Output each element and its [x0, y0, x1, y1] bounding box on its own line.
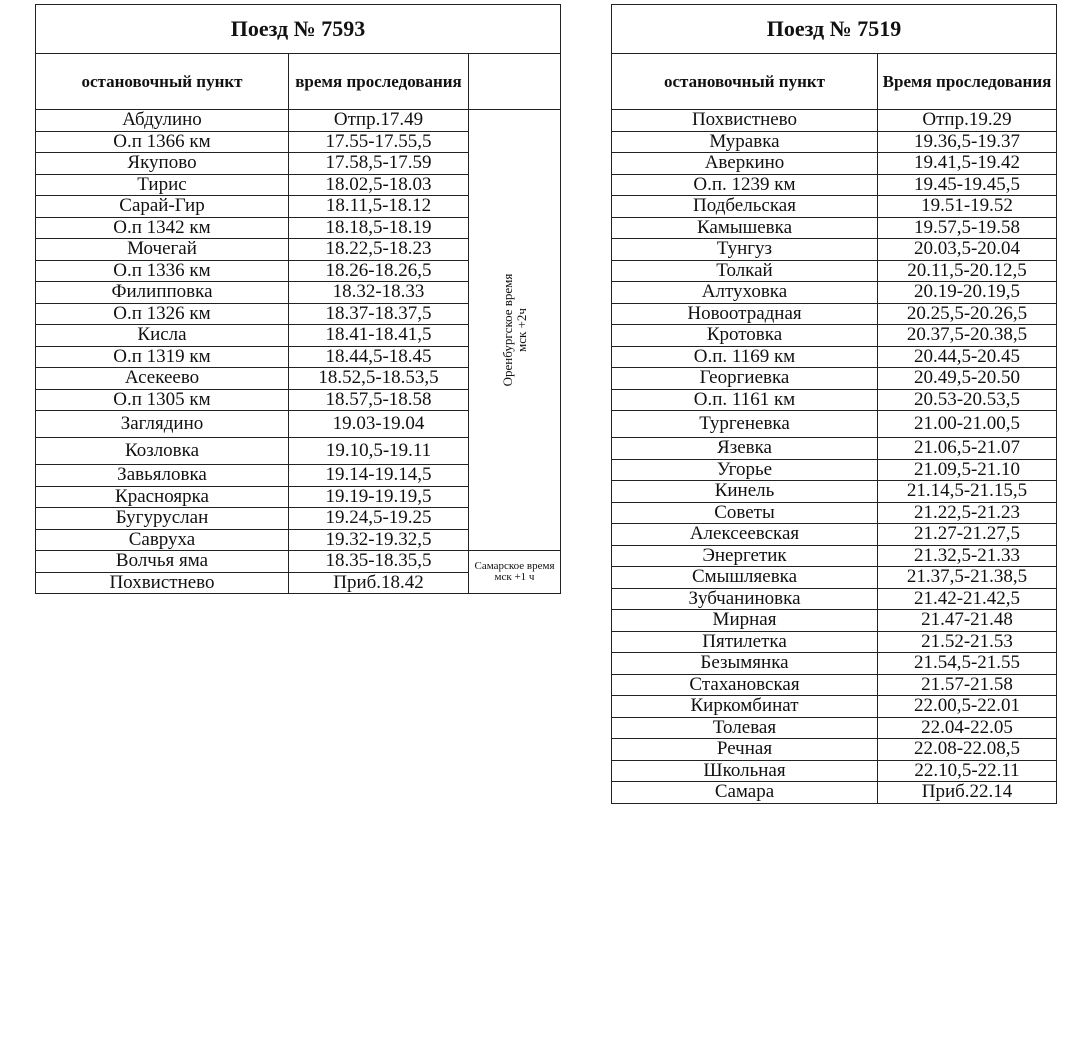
- departure-time: 19.03-19.04: [289, 411, 469, 438]
- departure-time: 18.11,5-18.12: [289, 196, 469, 218]
- station-name: Завьяловка: [36, 465, 289, 487]
- departure-time: 19.57,5-19.58: [878, 217, 1057, 239]
- station-name: Энергетик: [612, 545, 878, 567]
- departure-time: 20.19-20.19,5: [878, 282, 1057, 304]
- departure-time: 20.11,5-20.12,5: [878, 260, 1057, 282]
- departure-time: 19.45-19.45,5: [878, 174, 1057, 196]
- station-name: Угорье: [612, 459, 878, 481]
- table-row: [612, 481, 1057, 503]
- station-name: Камышевка: [612, 217, 878, 239]
- departure-time: 21.22,5-21.23: [878, 502, 1057, 524]
- departure-time: 22.00,5-22.01: [878, 696, 1057, 718]
- departure-time: Отпр.19.29: [878, 110, 1057, 132]
- table-row: [612, 368, 1057, 390]
- departure-time: 20.53-20.53,5: [878, 389, 1057, 411]
- table-row: [612, 110, 1057, 132]
- departure-time: 20.25,5-20.26,5: [878, 303, 1057, 325]
- table-row: [612, 389, 1057, 411]
- table-row: [612, 174, 1057, 196]
- station-name: Смышляевка: [612, 567, 878, 589]
- departure-time: 21.52-21.53: [878, 631, 1057, 653]
- table-row: [612, 717, 1057, 739]
- table-row: [612, 239, 1057, 261]
- table-row: [612, 303, 1057, 325]
- departure-time: 21.09,5-21.10: [878, 459, 1057, 481]
- departure-time: 19.10,5-19.11: [289, 438, 469, 465]
- station-name: Асекеево: [36, 368, 289, 390]
- departure-time: 19.19-19.19,5: [289, 486, 469, 508]
- departure-time: 21.14,5-21.15,5: [878, 481, 1057, 503]
- station-name: Стахановская: [612, 674, 878, 696]
- table-row: [612, 153, 1057, 175]
- table-row: [36, 110, 561, 132]
- column-header-station: остановочный пункт: [36, 54, 289, 110]
- departure-time: 19.41,5-19.42: [878, 153, 1057, 175]
- station-name: Толкай: [612, 260, 878, 282]
- departure-time: 21.00-21.00,5: [878, 411, 1057, 438]
- station-name: Язевка: [612, 438, 878, 460]
- table-row: [612, 459, 1057, 481]
- station-name: Кинель: [612, 481, 878, 503]
- timezone-note-orenburg-text: Оренбургское время мск +2ч: [499, 273, 529, 387]
- column-header-time: время проследования: [289, 54, 469, 110]
- station-name: О.п 1305 км: [36, 389, 289, 411]
- departure-time: 20.49,5-20.50: [878, 368, 1057, 390]
- table-row: [612, 567, 1057, 589]
- table-row: [612, 282, 1057, 304]
- departure-time: 19.14-19.14,5: [289, 465, 469, 487]
- departure-time: 17.58,5-17.59: [289, 153, 469, 175]
- table-row: [612, 653, 1057, 675]
- table-row: [612, 524, 1057, 546]
- station-name: Безымянка: [612, 653, 878, 675]
- table-row: [612, 196, 1057, 218]
- table-row: [612, 131, 1057, 153]
- departure-time: 20.44,5-20.45: [878, 346, 1057, 368]
- station-name: Муравка: [612, 131, 878, 153]
- station-name: Похвистнево: [36, 572, 289, 594]
- departure-time: Отпр.17.49: [289, 110, 469, 132]
- departure-time: 19.51-19.52: [878, 196, 1057, 218]
- station-name: Советы: [612, 502, 878, 524]
- station-name: Филипповка: [36, 282, 289, 304]
- departure-time: 18.32-18.33: [289, 282, 469, 304]
- departure-time: 18.02,5-18.03: [289, 174, 469, 196]
- station-name: Сарай-Гир: [36, 196, 289, 218]
- column-header-time: Время проследования: [878, 54, 1057, 110]
- departure-time: Приб.22.14: [878, 782, 1057, 804]
- departure-time: 21.06,5-21.07: [878, 438, 1057, 460]
- station-name: О.п. 1169 км: [612, 346, 878, 368]
- station-name: Киркомбинат: [612, 696, 878, 718]
- column-header-station: остановочный пункт: [612, 54, 878, 110]
- station-name: Школьная: [612, 760, 878, 782]
- table-row: [612, 217, 1057, 239]
- table-row: [612, 674, 1057, 696]
- station-name: Тургеневка: [612, 411, 878, 438]
- departure-time: 18.22,5-18.23: [289, 239, 469, 261]
- departure-time: 22.04-22.05: [878, 717, 1057, 739]
- departure-time: 19.24,5-19.25: [289, 508, 469, 530]
- station-name: О.п 1336 км: [36, 260, 289, 282]
- station-name: Алтуховка: [612, 282, 878, 304]
- column-header-blank: [469, 54, 561, 110]
- station-name: Аверкино: [612, 153, 878, 175]
- table-row: [612, 438, 1057, 460]
- station-name: Кисла: [36, 325, 289, 347]
- departure-time: 17.55-17.55,5: [289, 131, 469, 153]
- departure-time: 18.41-18.41,5: [289, 325, 469, 347]
- departure-time: 19.32-19.32,5: [289, 529, 469, 551]
- timezone-note-samara: Самарское время мск +1 ч: [469, 551, 561, 594]
- station-name: Самара: [612, 782, 878, 804]
- table-row: [612, 588, 1057, 610]
- table-row: [612, 782, 1057, 804]
- train-7593-title: Поезд № 7593: [36, 5, 561, 54]
- station-name: Речная: [612, 739, 878, 761]
- station-name: Якупово: [36, 153, 289, 175]
- departure-time: 18.26-18.26,5: [289, 260, 469, 282]
- station-name: Пятилетка: [612, 631, 878, 653]
- station-name: Кротовка: [612, 325, 878, 347]
- table-row: [612, 346, 1057, 368]
- train-7519-title: Поезд № 7519: [612, 5, 1057, 54]
- departure-time: 21.57-21.58: [878, 674, 1057, 696]
- station-name: О.п. 1161 км: [612, 389, 878, 411]
- station-name: О.п. 1239 км: [612, 174, 878, 196]
- table-row: [612, 610, 1057, 632]
- station-name: Савруха: [36, 529, 289, 551]
- table-row: [36, 551, 561, 573]
- departure-time: 18.52,5-18.53,5: [289, 368, 469, 390]
- table-row: [612, 502, 1057, 524]
- station-name: Тирис: [36, 174, 289, 196]
- departure-time: 21.47-21.48: [878, 610, 1057, 632]
- departure-time: 21.54,5-21.55: [878, 653, 1057, 675]
- station-name: О.п 1319 км: [36, 346, 289, 368]
- station-name: Алексеевская: [612, 524, 878, 546]
- station-name: Заглядино: [36, 411, 289, 438]
- station-name: Толевая: [612, 717, 878, 739]
- departure-time: 21.42-21.42,5: [878, 588, 1057, 610]
- table-row: [612, 545, 1057, 567]
- station-name: Мирная: [612, 610, 878, 632]
- station-name: Зубчаниновка: [612, 588, 878, 610]
- departure-time: 22.10,5-22.11: [878, 760, 1057, 782]
- table-row: [612, 696, 1057, 718]
- station-name: Красноярка: [36, 486, 289, 508]
- station-name: Георгиевка: [612, 368, 878, 390]
- station-name: О.п 1366 км: [36, 131, 289, 153]
- station-name: Бугуруслан: [36, 508, 289, 530]
- table-row: [612, 739, 1057, 761]
- departure-time: 21.37,5-21.38,5: [878, 567, 1057, 589]
- station-name: О.п 1342 км: [36, 217, 289, 239]
- departure-time: 18.37-18.37,5: [289, 303, 469, 325]
- departure-time: 22.08-22.08,5: [878, 739, 1057, 761]
- station-name: Подбельская: [612, 196, 878, 218]
- station-name: Тунгуз: [612, 239, 878, 261]
- station-name: Мочегай: [36, 239, 289, 261]
- departure-time: 21.27-21.27,5: [878, 524, 1057, 546]
- departure-time: 18.35-18.35,5: [289, 551, 469, 573]
- train-7593-table: [35, 4, 561, 594]
- departure-time: 20.03,5-20.04: [878, 239, 1057, 261]
- table-row: [612, 631, 1057, 653]
- table-row: [612, 325, 1057, 347]
- station-name: О.п 1326 км: [36, 303, 289, 325]
- departure-time: 18.18,5-18.19: [289, 217, 469, 239]
- departure-time: 21.32,5-21.33: [878, 545, 1057, 567]
- station-name: Волчья яма: [36, 551, 289, 573]
- departure-time: Приб.18.42: [289, 572, 469, 594]
- train-7519-table: [611, 4, 1057, 804]
- station-name: Козловка: [36, 438, 289, 465]
- table-row: [612, 260, 1057, 282]
- station-name: Новоотрадная: [612, 303, 878, 325]
- station-name: Похвистнево: [612, 110, 878, 132]
- departure-time: 20.37,5-20.38,5: [878, 325, 1057, 347]
- departure-time: 19.36,5-19.37: [878, 131, 1057, 153]
- station-name: Абдулино: [36, 110, 289, 132]
- departure-time: 18.44,5-18.45: [289, 346, 469, 368]
- table-row: [612, 760, 1057, 782]
- table-row: [612, 411, 1057, 438]
- departure-time: 18.57,5-18.58: [289, 389, 469, 411]
- timezone-note-orenburg: [469, 110, 561, 551]
